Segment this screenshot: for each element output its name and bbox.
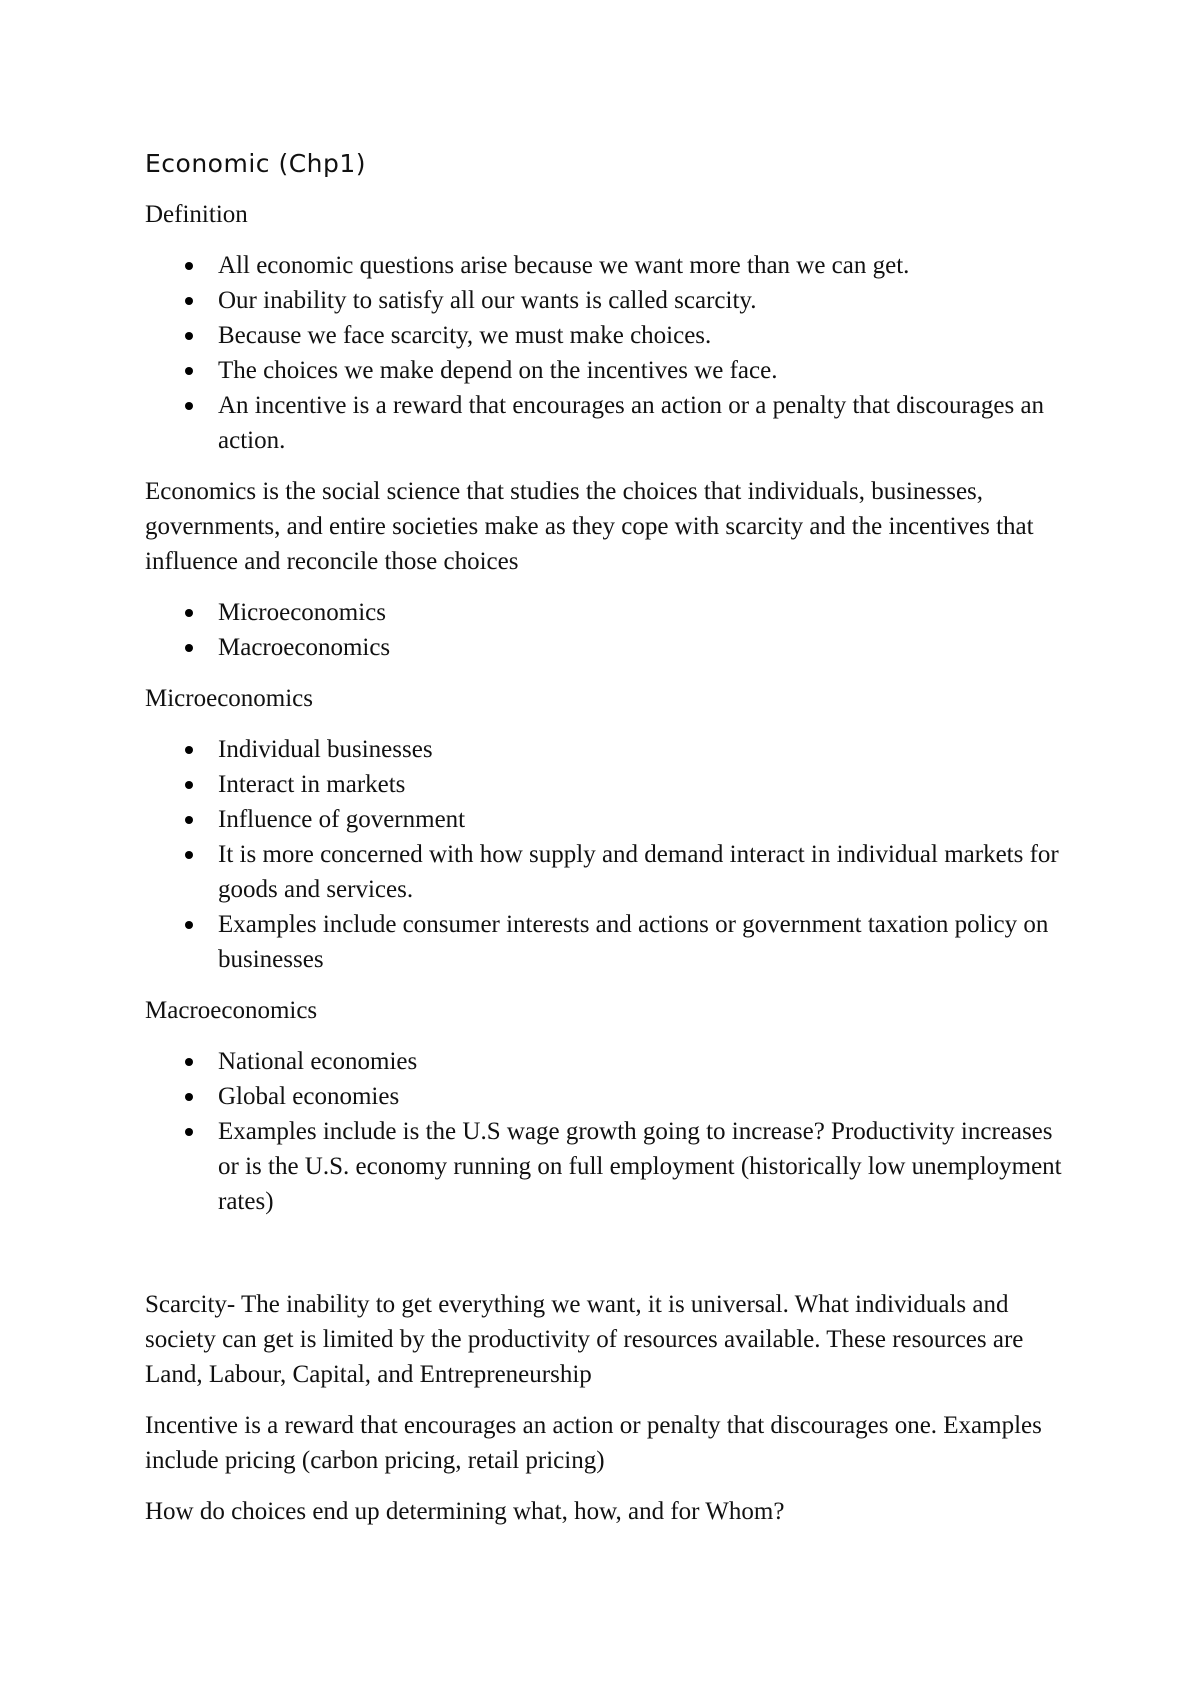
document-body — [145, 146, 1075, 1545]
branches-list — [145, 595, 1075, 665]
document-title: Economic (Chp1) — [145, 149, 367, 178]
definition-list — [145, 248, 1075, 458]
economics-paragraph: Economics is the social science that studies the choices that individuals, businesses, governments, and entire societies make as they cope with scarcity and the incentives that influence and reconcile those choices — [145, 478, 1034, 575]
list-item: The choices we make depend on the incentives we face. — [145, 353, 1075, 388]
list-item: Microeconomics — [145, 595, 1075, 630]
list-item: National economies — [145, 1044, 1075, 1079]
question-paragraph: How do choices end up determining what, how, and for Whom? — [145, 1498, 785, 1525]
definition-heading: Definition — [145, 201, 248, 228]
scarcity-paragraph: Scarcity- The inability to get everything we want, it is universal. What individuals and society can get is limited by the productivity of resources available. These resources are Land, Labour, Capital, and Entrepreneurship — [145, 1291, 1024, 1388]
list-item: Examples include consumer interests and actions or government taxation policy on businesses — [145, 907, 1075, 977]
micro-heading: Microeconomics — [145, 685, 314, 712]
list-item: Individual businesses — [145, 732, 1075, 767]
list-item: All economic questions arise because we want more than we can get. — [145, 248, 1075, 283]
incentive-paragraph: Incentive is a reward that encourages an action or penalty that discourages one. Examples include pricing (carbon pricing, retail pricing) — [145, 1412, 1042, 1474]
macro-list — [145, 1044, 1075, 1219]
list-item: Global economies — [145, 1079, 1075, 1114]
list-item: Influence of government — [145, 802, 1075, 837]
list-item: Because we face scarcity, we must make choices. — [145, 318, 1075, 353]
list-item: It is more concerned with how supply and demand interact in individual markets for goods and services. — [145, 837, 1075, 907]
list-item: An incentive is a reward that encourages an action or a penalty that discourages an action. — [145, 388, 1075, 458]
list-item: Examples include is the U.S wage growth going to increase? Productivity increases or is the U.S. economy running on full employment (historically low unemployment rates) — [145, 1114, 1075, 1219]
list-item: Macroeconomics — [145, 630, 1075, 665]
blank-line — [145, 1235, 1075, 1287]
list-item: Interact in markets — [145, 767, 1075, 802]
list-item: Our inability to satisfy all our wants is called scarcity. — [145, 283, 1075, 318]
micro-list — [145, 732, 1075, 977]
macro-heading: Macroeconomics — [145, 997, 318, 1024]
